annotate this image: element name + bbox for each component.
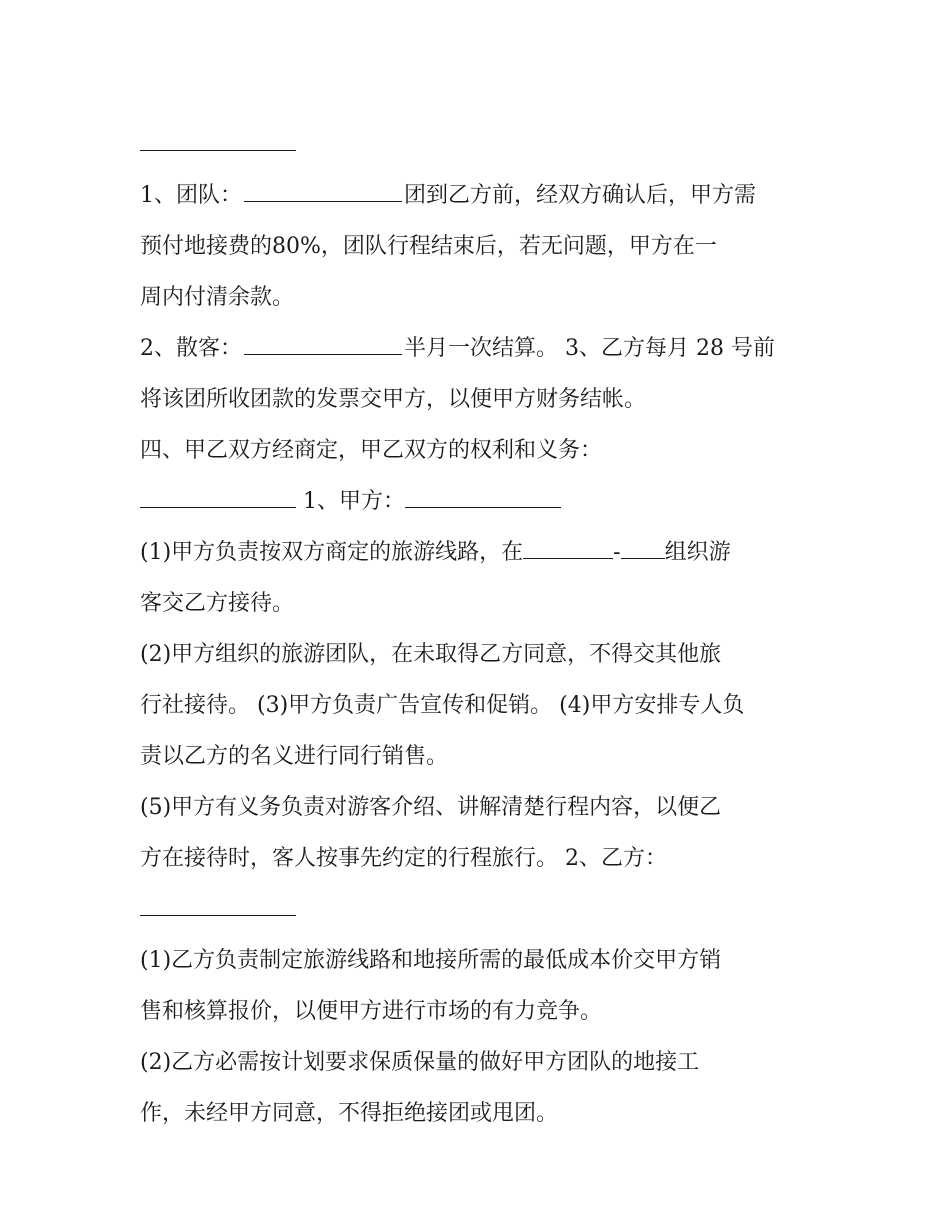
fill-in-blank xyxy=(140,485,296,508)
fill-in-blank xyxy=(244,334,402,355)
text-line: 预付地接费的80%，团队行程结束后，若无问题，甲方在一 xyxy=(140,234,717,259)
fill-in-blank xyxy=(244,181,402,202)
text-line: 周内付清余款。 xyxy=(140,285,295,310)
text-segment: 半月一次结算。 3、乙方每月 28 号前 xyxy=(404,336,775,361)
text-line: 客交乙方接待。 xyxy=(140,591,295,616)
text-line xyxy=(140,119,820,170)
text-segment: 团到乙方前，经双方确认后，甲方需 xyxy=(404,183,757,208)
text-line: (1)乙方负责制定旅游线路和地接所需的最低成本价交甲方销 xyxy=(140,948,722,973)
text-line: 行社接待。 (3)甲方负责广告宣传和促销。 (4)甲方安排专人负 xyxy=(140,693,745,718)
text-line xyxy=(140,884,820,935)
fill-in-blank xyxy=(621,538,665,559)
document-body xyxy=(140,119,820,1139)
fill-in-blank xyxy=(405,485,561,508)
party-a-label: 1、甲方： xyxy=(296,489,405,514)
text-line: 将该团所收团款的发票交甲方，以便甲方财务结帐。 xyxy=(140,387,647,412)
fill-in-blank xyxy=(523,538,613,559)
fill-in-blank xyxy=(140,893,296,916)
text-line: (5)甲方有义务负责对游客介绍、讲解清楚行程内容，以便乙 xyxy=(140,795,722,820)
text-line xyxy=(140,527,820,578)
text-segment: 组织游 xyxy=(664,540,731,565)
text-line: (2)乙方必需按计划要求保质保量的做好甲方团队的地接工 xyxy=(140,1050,700,1075)
text-line xyxy=(140,476,820,527)
text-line: 方在接待时，客人按事先约定的行程旅行。 2、乙方： xyxy=(140,846,667,871)
section-heading: 四、甲乙双方经商定，甲乙双方的权利和义务： xyxy=(140,438,603,463)
text-segment: (1)甲方负责按双方商定的旅游线路，在 xyxy=(140,540,524,565)
fill-in-blank xyxy=(140,128,296,151)
text-line: 售和核算报价，以便甲方进行市场的有力竞争。 xyxy=(140,999,603,1024)
text-line xyxy=(140,170,820,221)
text-line: 责以乙方的名义进行同行销售。 xyxy=(140,744,449,769)
text-line xyxy=(140,323,820,374)
text-line: (2)甲方组织的旅游团队，在未取得乙方同意，不得交其他旅 xyxy=(140,642,722,667)
clause-individual-label: 2、散客： xyxy=(140,336,242,361)
text-line: 作，未经甲方同意，不得拒绝接团或甩团。 xyxy=(140,1101,559,1126)
dash: - xyxy=(613,540,621,565)
clause-group-label: 1、团队： xyxy=(140,183,242,208)
